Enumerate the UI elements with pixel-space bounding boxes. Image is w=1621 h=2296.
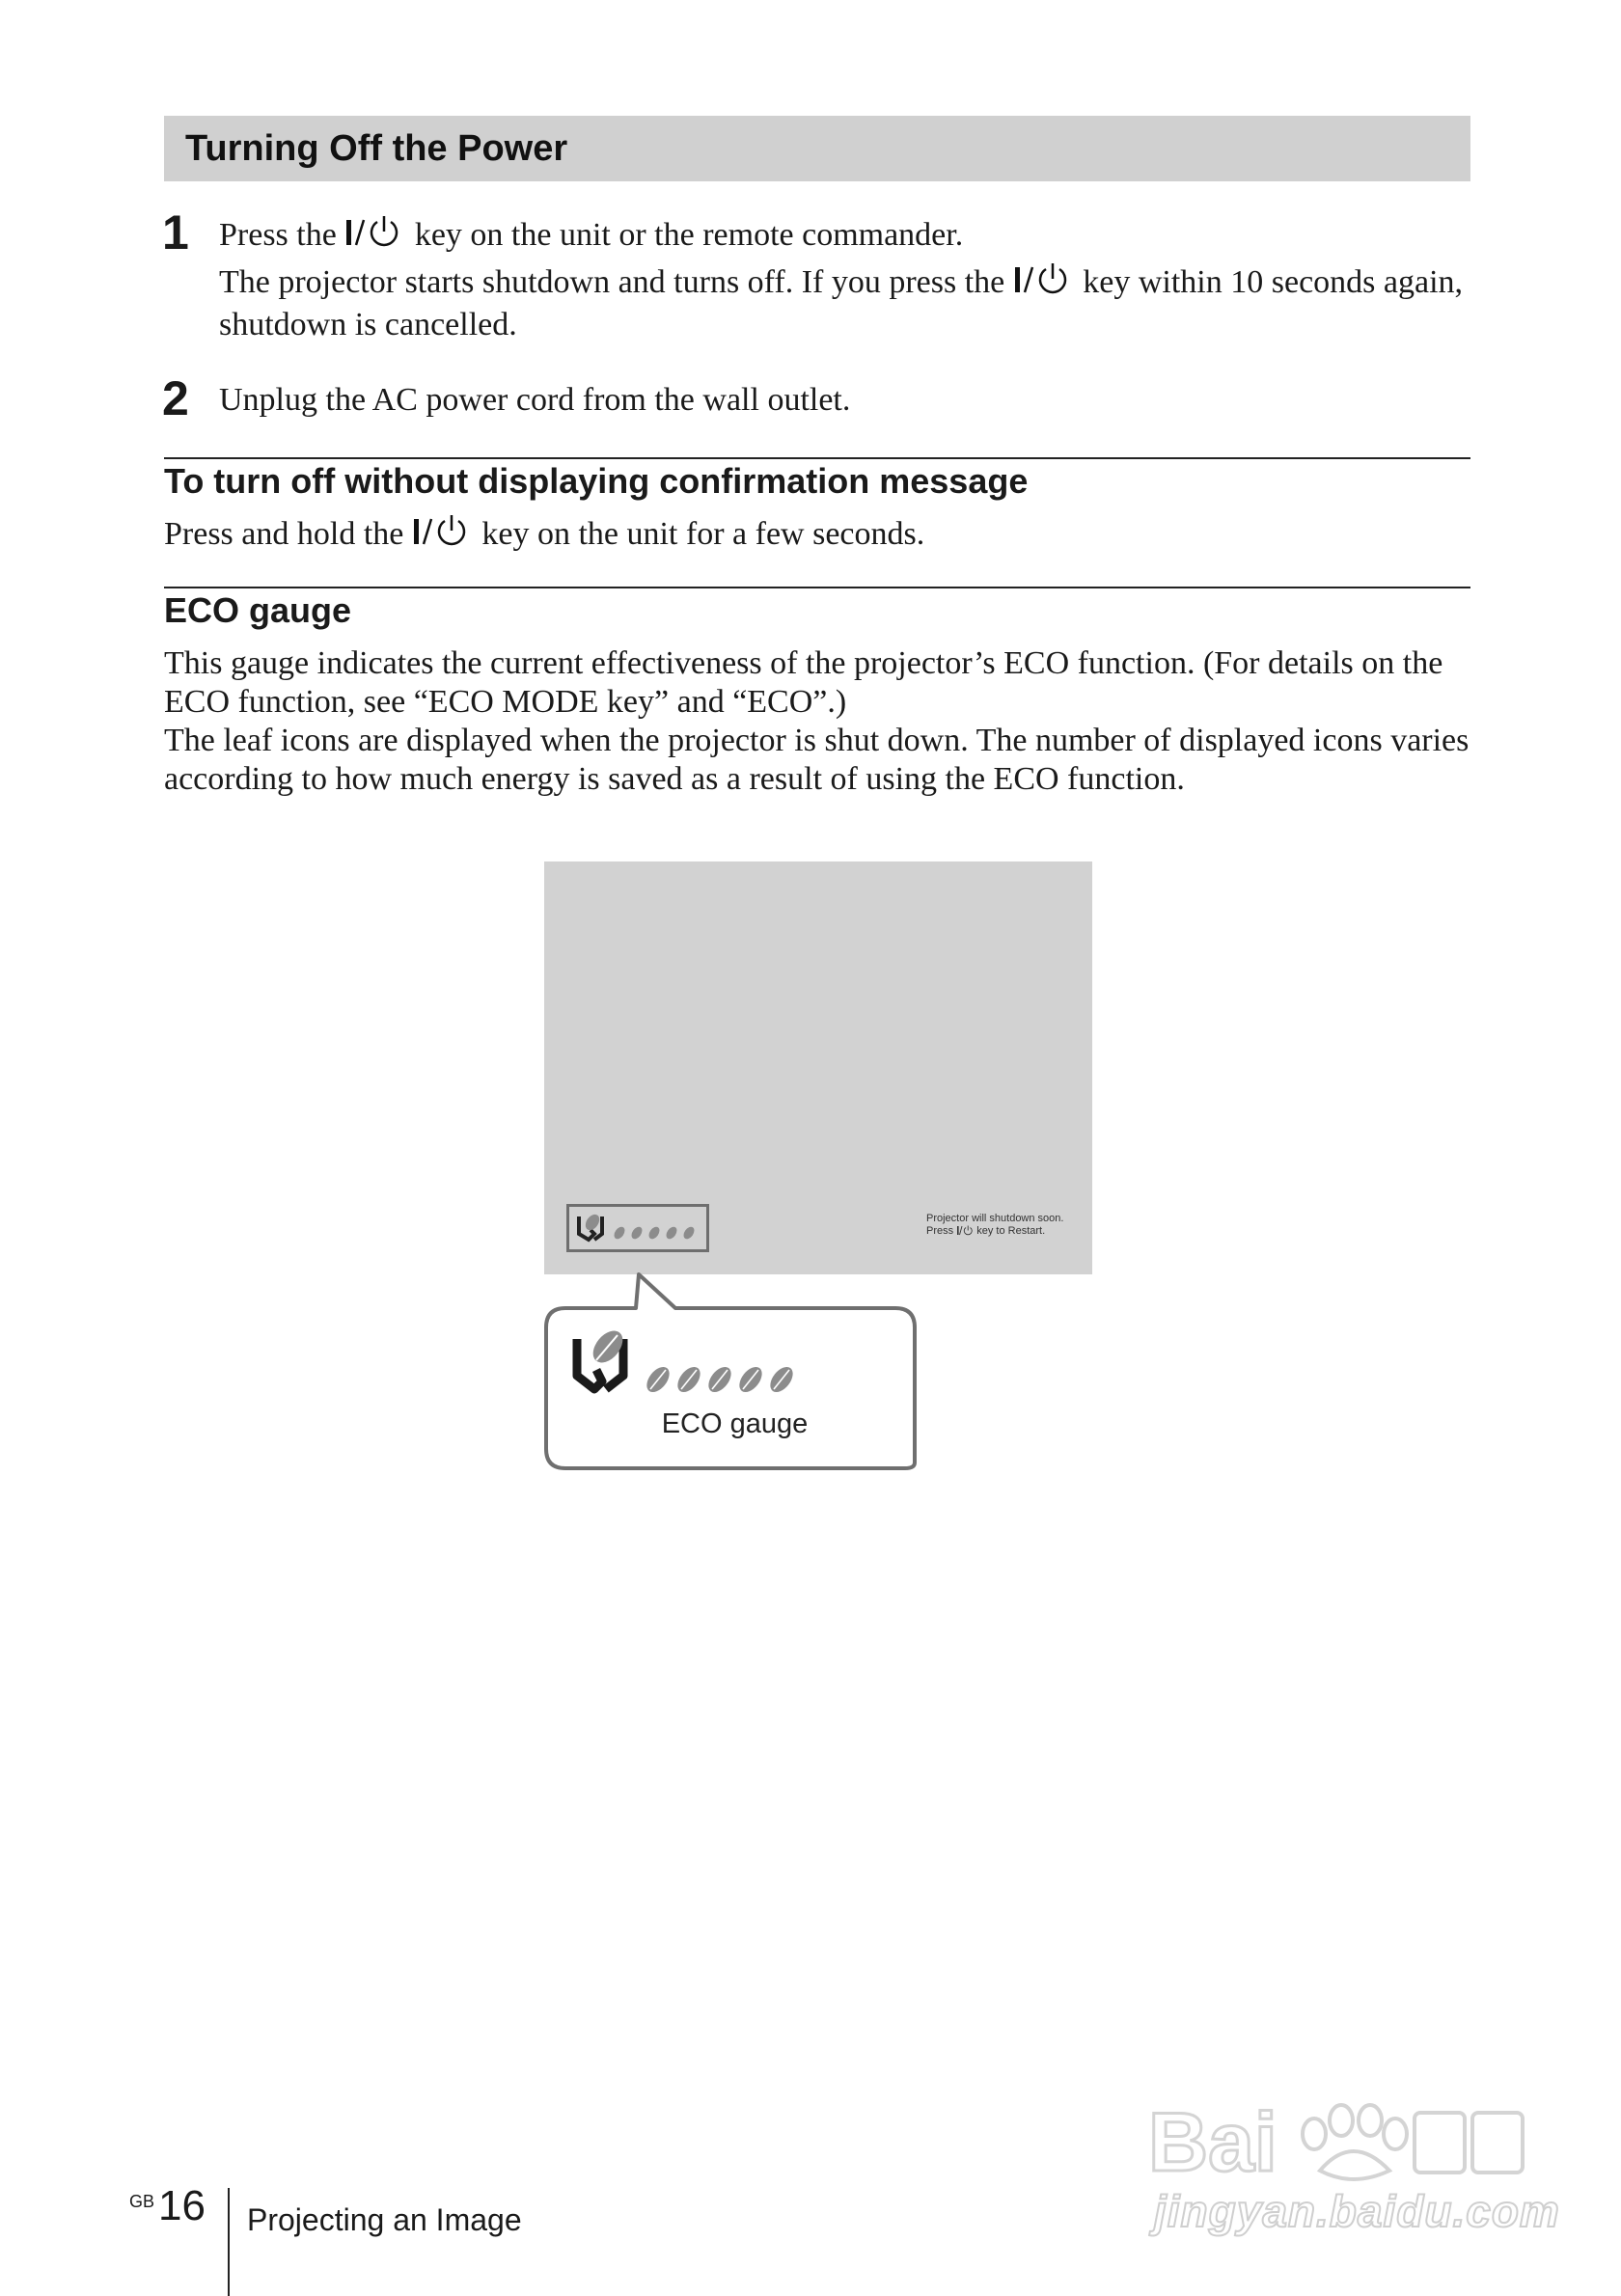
power-key-icon [956,1225,974,1240]
svg-text:Bai: Bai [1148,2096,1278,2189]
no-confirm-text-a: Press and hold the [164,516,412,552]
eco-paragraph-1: This gauge indicates the current effectiveness of the projector’s ECO function. (For details on the ECO function, see “ECO MODE key” and “ECO”.) [164,645,1443,720]
step-1-text-a: Press the [219,217,345,253]
no-confirm-text [164,513,1476,558]
power-key-icon [412,513,474,558]
section-title: Turning Off the Power [164,116,1470,181]
eco-gauge-callout [540,1244,926,1476]
step-1-text-b: key on the unit or the remote commander. [406,217,964,253]
power-key-icon [1013,261,1075,306]
no-confirm-heading: To turn off without displaying confirmation message [164,461,1029,501]
page-number: 16 [158,2182,206,2229]
footer-divider [228,2188,230,2296]
baidu-watermark-logo [1148,2064,1534,2190]
step-number: 2 [162,371,189,425]
step-1-note-b: key within 10 seconds again, shutdown is cancelled. [219,264,1464,342]
no-confirm-text-b: key on the unit for a few seconds. [473,516,925,552]
divider [164,457,1470,459]
shutdown-message-line-1: Projector will shutdown soon. [926,1213,1064,1224]
shutdown-message-line-2: Press key to Restart. [926,1225,1063,1240]
small-eco-gauge-icon [569,1207,706,1249]
projector-screen-illustration [544,861,1092,1274]
step-1-note [219,261,1473,344]
chapter-title: Projecting an Image [247,2202,522,2237]
step-1-instruction [219,214,1473,260]
callout-label: ECO gauge [661,1408,809,1439]
eco-paragraph-2: The leaf icons are displayed when the projector is shut down. The number of displayed icons varies according to how much energy is saved as a result of using the ECO function. [164,723,1470,797]
eco-heading: ECO gauge [164,590,352,630]
watermark-url: jingyan.baidu.com [1154,2186,1560,2236]
power-key-icon [344,214,406,260]
footer-region: GB [129,2192,155,2211]
divider [164,587,1470,588]
step-number: 1 [162,205,189,260]
step-1-note-a: The projector starts shutdown and turns off. If you press the [219,264,1013,300]
shutdown-message [926,1213,1063,1240]
step-2-instruction: Unplug the AC power cord from the wall outlet. [219,382,851,418]
